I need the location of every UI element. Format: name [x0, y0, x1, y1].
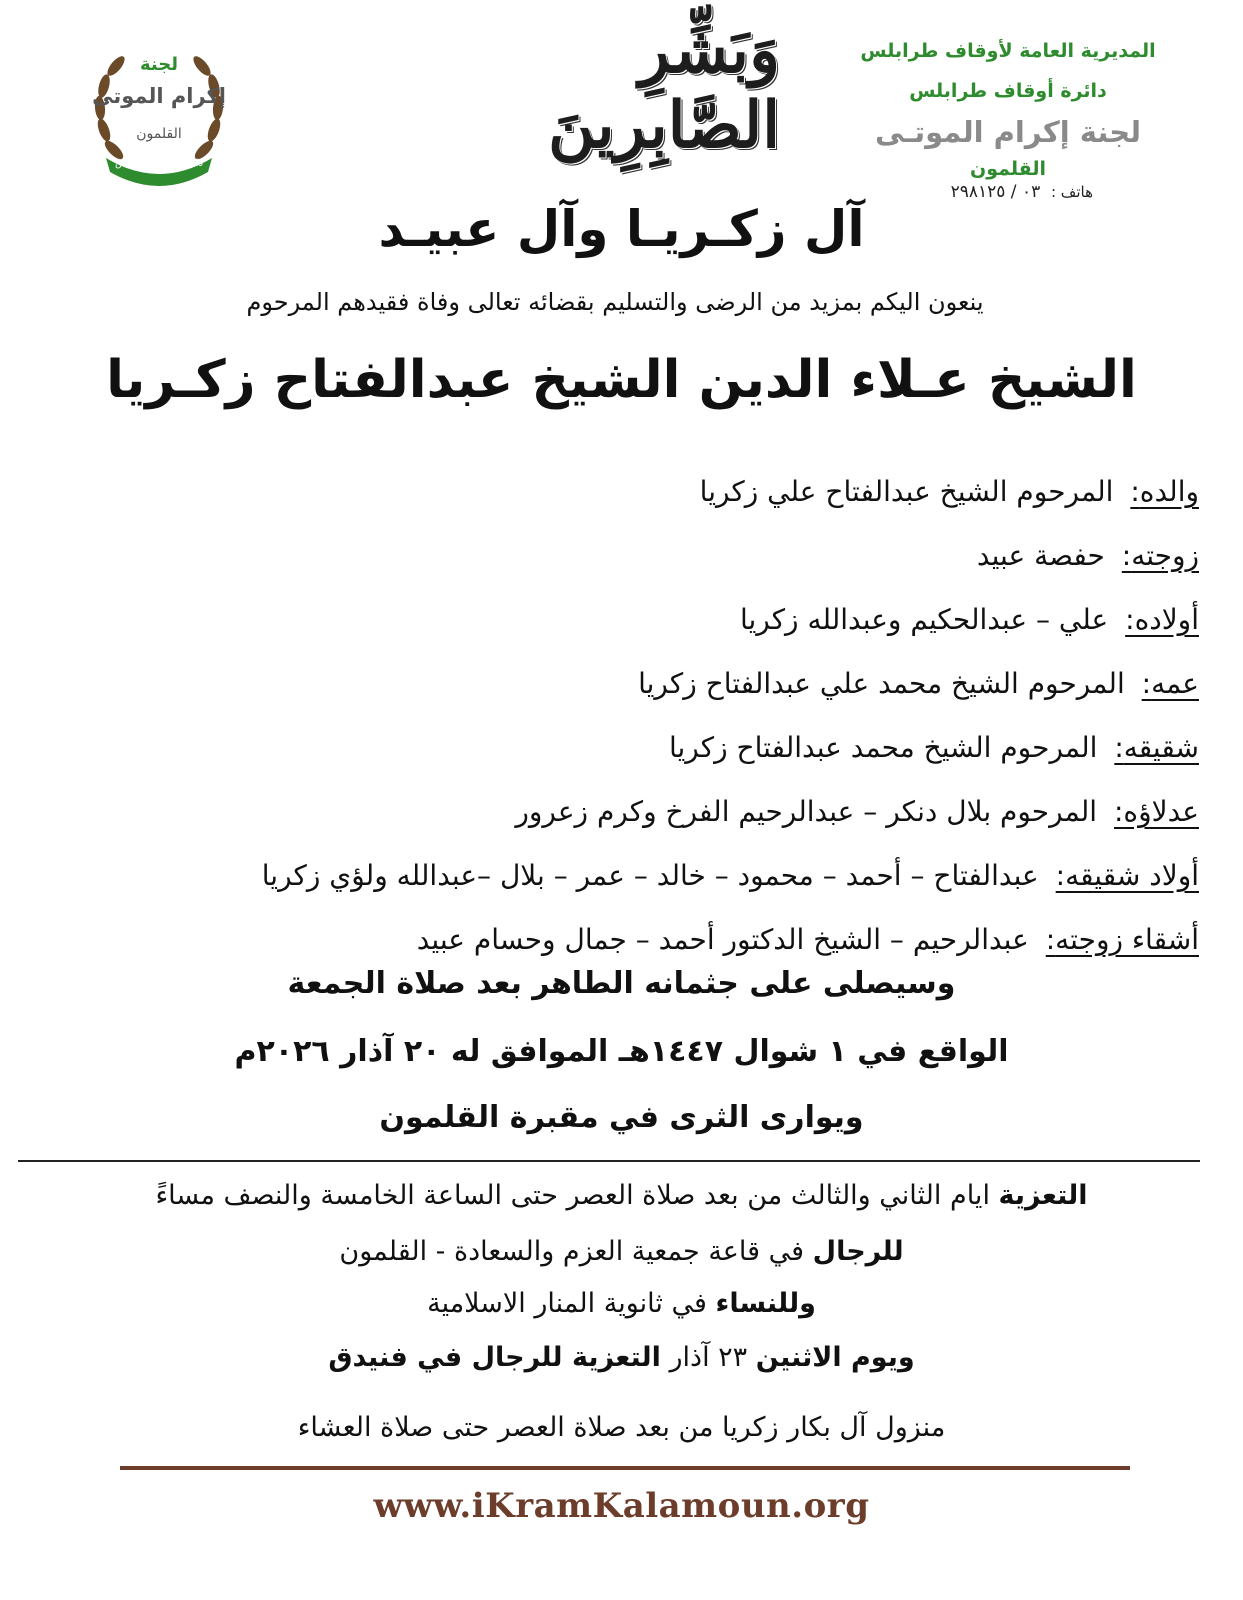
- condolence-keyword: التعزية للرجال في فنيدق: [328, 1342, 661, 1373]
- org-town: القلمون: [970, 158, 1046, 180]
- relative-value: المرحوم الشيخ محمد علي عبدالفتاح زكريا: [638, 667, 1125, 700]
- phone-row: [951, 182, 1093, 202]
- phone-number: ٠٣ / ٢٩٨١٢٥: [950, 182, 1041, 202]
- relative-label: عمه: [1151, 667, 1199, 700]
- relative-value: علي – عبدالحكيم وعبدالله زكريا: [739, 603, 1109, 636]
- relative-label: أشقاء زوجته: [1055, 923, 1199, 956]
- logo-ribbon-text: دائرة أوقاف طرابلس: [114, 158, 204, 169]
- condolence-keyword: وللنساء: [715, 1288, 816, 1319]
- relative-row: أولاد شقيقه: عبدالفتاح – أحمد – محمود – خالد – عمر – بلال –عبدالله ولؤي زكريا: [261, 859, 1199, 892]
- relative-row: شقيقه: المرحوم الشيخ محمد عبدالفتاح زكريا: [668, 731, 1199, 764]
- organization-block: [843, 36, 1173, 184]
- relative-value: عبدالرحيم – الشيخ الدكتور أحمد – جمال وحسام عبيد: [416, 923, 1029, 956]
- relative-row: زوجته: حفصة عبيد: [976, 539, 1199, 572]
- relatives-list: [49, 460, 1199, 972]
- condolence-text: ايام الثاني والثالث من بعد صلاة العصر حتى الساعة الخامسة والنصف مساءً: [155, 1180, 990, 1211]
- condolence-text: في قاعة جمعية العزم والسعادة - القلمون: [339, 1236, 805, 1267]
- condolence-keyword: التعزية: [998, 1180, 1088, 1211]
- condolence-line-men: [0, 1236, 1243, 1267]
- condolence-line-monday: [0, 1342, 1243, 1373]
- prayer-line-2: الواقع في ١ شوال ١٤٤٧هـ الموافق له ٢٠ آذار ٢٠٢٦م: [234, 1034, 1009, 1069]
- announcement: ينعون اليكم بمزيد من الرضى والتسليم بقضائه تعالى وفاة فقيدهم المرحوم: [246, 288, 984, 316]
- relative-label: عدلاؤه: [1123, 795, 1199, 828]
- footer-divider: [120, 1466, 1130, 1470]
- relative-row: عدلاؤه: المرحوم بلال دنكر – عبدالرحيم الفرخ وكرم زعرور: [515, 795, 1199, 828]
- relative-label: والده: [1139, 475, 1199, 508]
- relative-row: عمه: المرحوم الشيخ محمد علي عبدالفتاح زكريا: [638, 667, 1199, 700]
- condolence-line-women: [0, 1288, 1243, 1319]
- relative-label: أولاد شقيقه: [1065, 859, 1199, 892]
- condolence-keyword: للرجال: [812, 1236, 904, 1267]
- website-link[interactable]: www.iKramKalamoun.org: [373, 1486, 870, 1526]
- prayer-line-1: وسيصلى على جثمانه الطاهر بعد صلاة الجمعة: [287, 966, 956, 1001]
- relative-value: المرحوم بلال دنكر – عبدالرحيم الفرخ وكرم زعرور: [515, 795, 1098, 828]
- relative-label: زوجته: [1131, 539, 1199, 572]
- condolence-line-house: منزول آل بكار زكريا من بعد صلاة العصر حتى صلاة العشاء: [297, 1412, 946, 1443]
- org-committee: لجنة إكرام الموتـى: [874, 115, 1142, 149]
- relative-label: شقيقه: [1123, 731, 1199, 764]
- org-directorate: المديرية العامة لأوقاف طرابلس: [860, 40, 1156, 62]
- deceased-name: الشيخ عـلاء الدين الشيخ عبدالفتاح زكـريا: [106, 350, 1137, 410]
- logo-text-top: لجنة: [140, 54, 178, 75]
- relative-value: عبدالفتاح – أحمد – محمود – خالد – عمر – بلال –عبدالله ولؤي زكريا: [261, 859, 1039, 892]
- org-department: دائرة أوقاف طرابلس: [909, 80, 1107, 102]
- committee-logo: [84, 40, 234, 190]
- family-title: آل زكـريـا وآل عبيـد: [378, 200, 865, 258]
- condolence-text: في ثانوية المنار الاسلامية: [427, 1288, 707, 1319]
- relative-row: أشقاء زوجته: عبدالرحيم – الشيخ الدكتور أحمد – جمال وحسام عبيد: [416, 923, 1199, 956]
- relative-value: حفصة عبيد: [976, 539, 1105, 572]
- burial-line: ويوارى الثرى في مقبرة القلمون: [379, 1100, 864, 1135]
- relative-row: والده: المرحوم الشيخ عبدالفتاح علي زكريا: [699, 475, 1199, 508]
- divider: [18, 1160, 1200, 1162]
- relative-value: المرحوم الشيخ عبدالفتاح علي زكريا: [699, 475, 1114, 508]
- quran-calligraphy: وَبَشِّرِ الصَّابِرِينَ: [548, 13, 780, 163]
- condolence-line-1: [0, 1180, 1243, 1211]
- relative-value: المرحوم الشيخ محمد عبدالفتاح زكريا: [668, 731, 1098, 764]
- relative-label: أولاده: [1134, 603, 1199, 636]
- condolence-date: ٢٣ آذار: [669, 1342, 748, 1373]
- relative-row: أولاده: علي – عبدالحكيم وعبدالله زكريا: [739, 603, 1199, 636]
- phone-label: هاتف :: [1050, 183, 1093, 201]
- logo-text-sub: القلمون: [136, 126, 182, 142]
- condolence-keyword: ويوم الاثنين: [755, 1342, 915, 1373]
- logo-text-main: إكرام الموتى: [92, 84, 226, 108]
